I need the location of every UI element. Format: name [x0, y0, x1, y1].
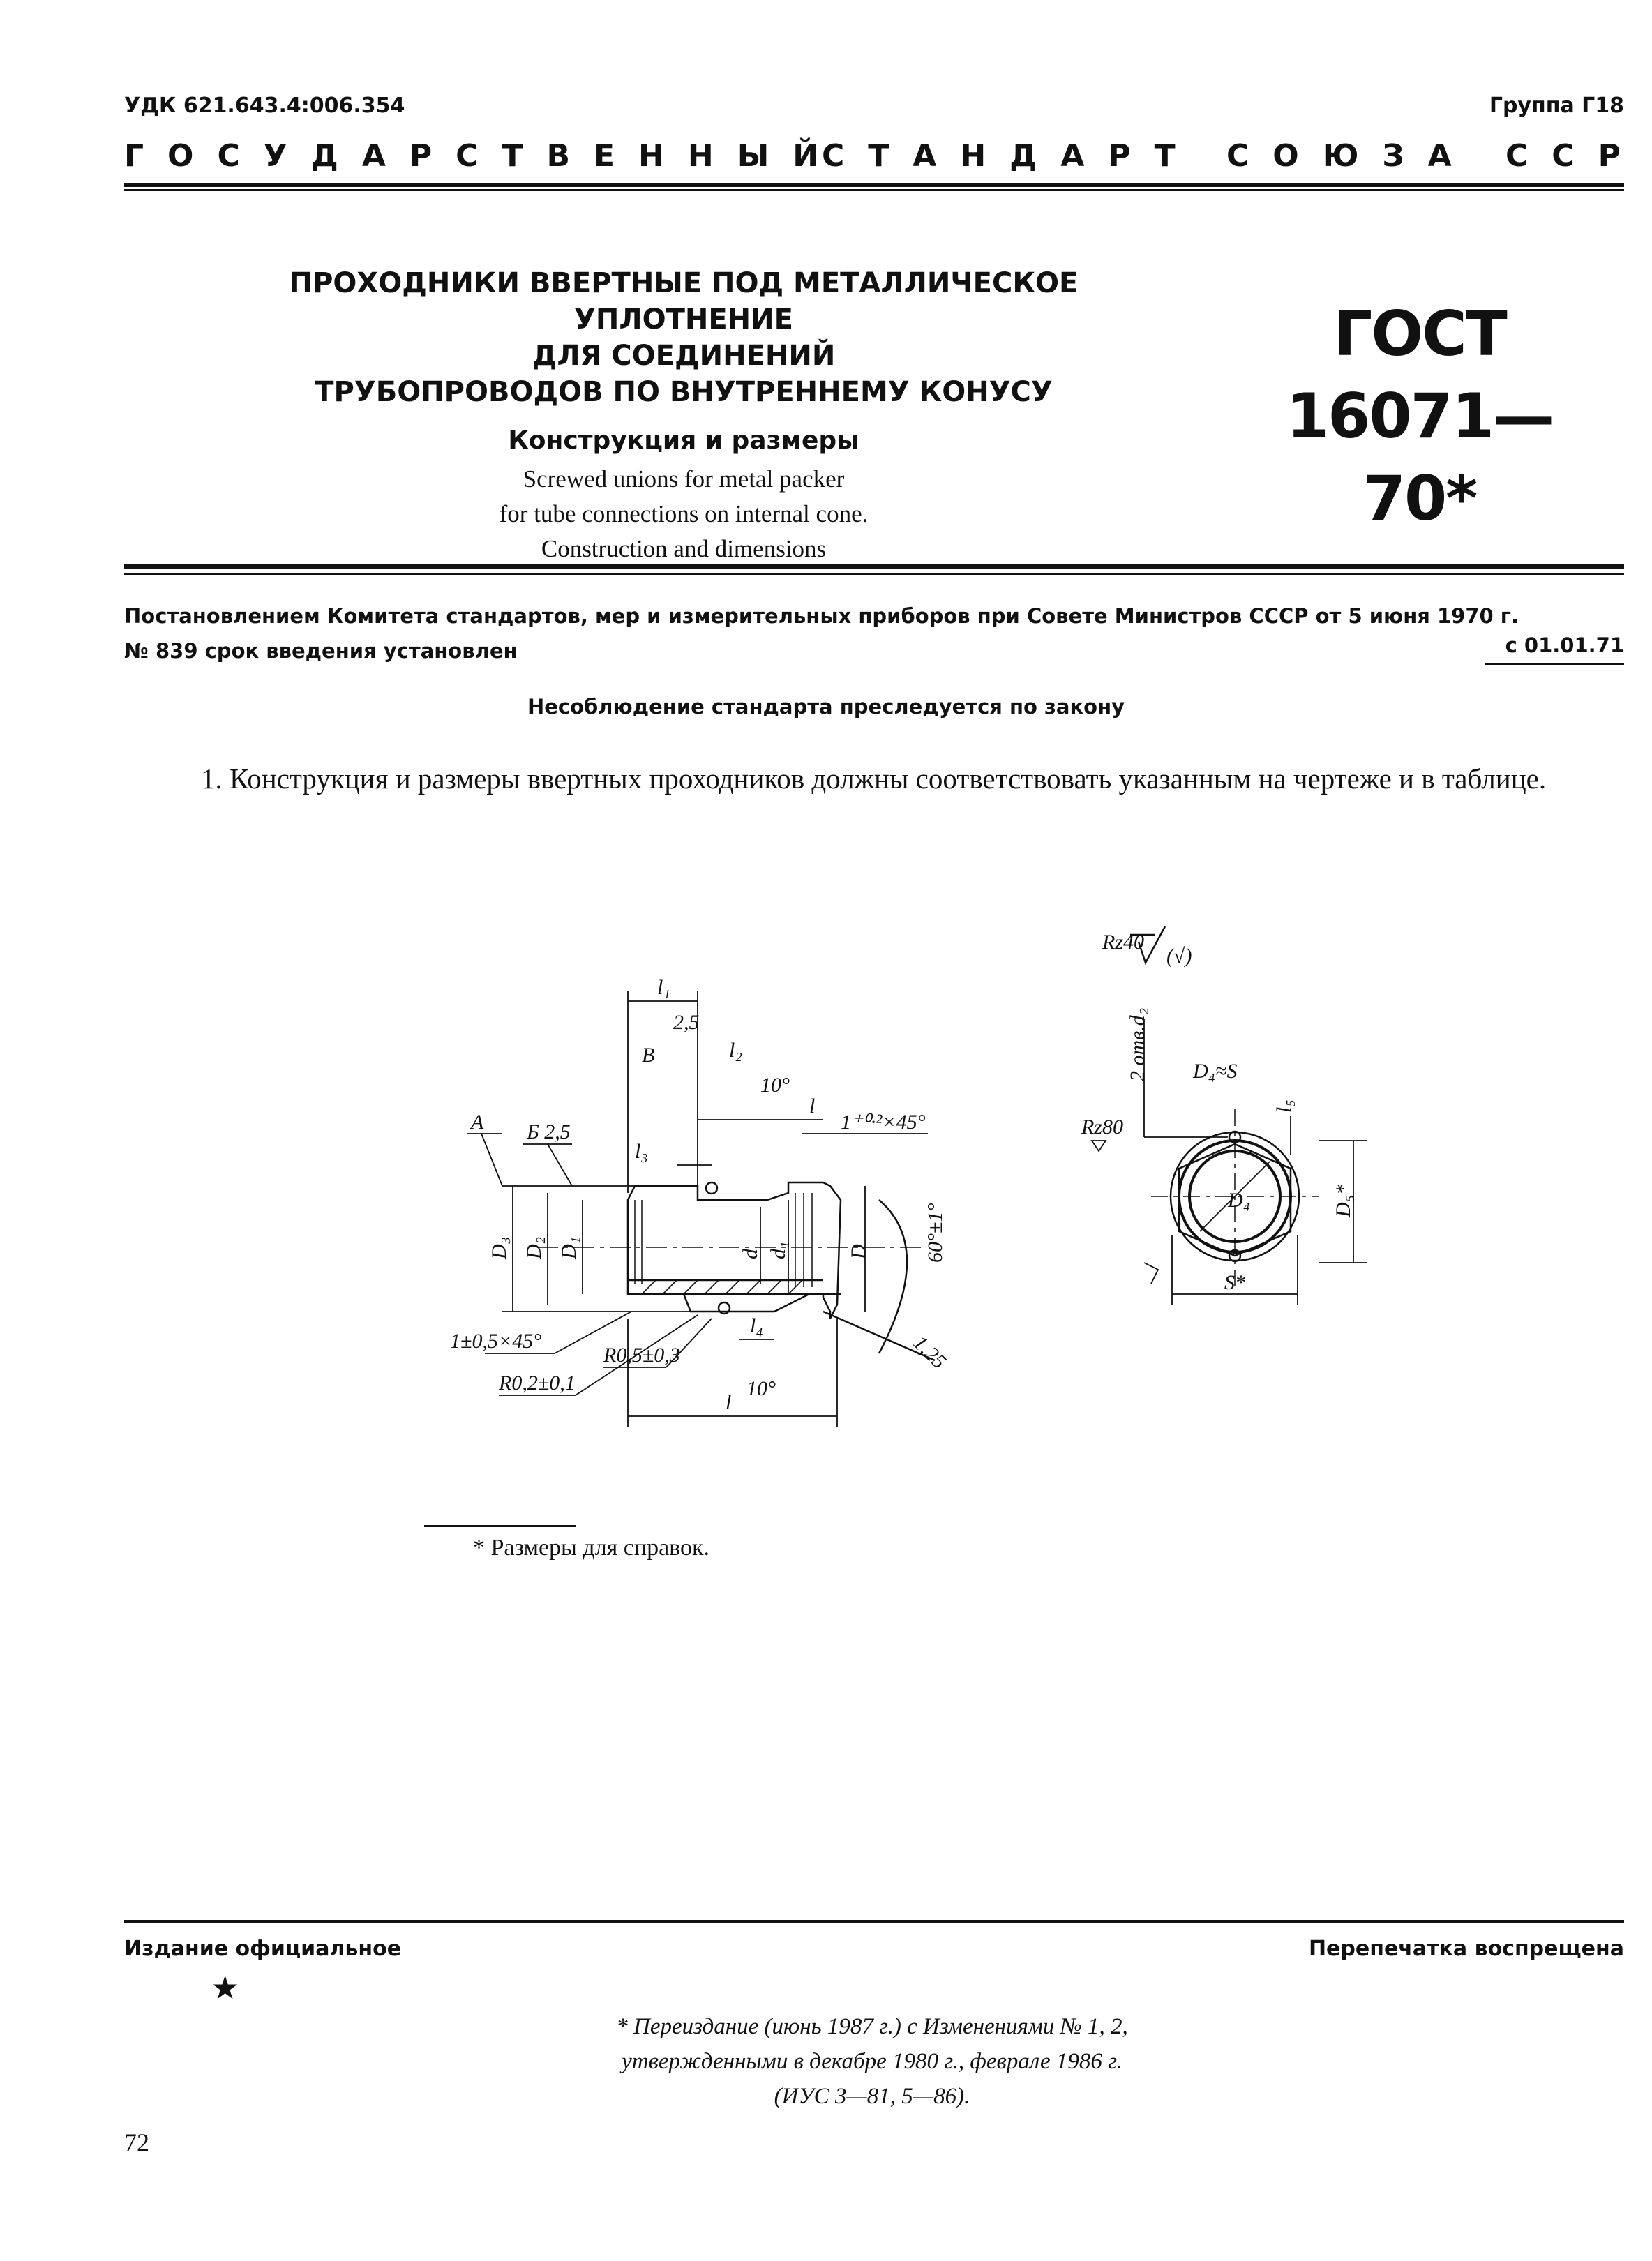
star-icon: ★	[211, 1969, 240, 2006]
header-rule	[124, 183, 1624, 187]
label-rz80: Rz80	[1081, 1116, 1123, 1139]
reprint-notice: Перепечатка воспрещена	[1308, 1937, 1624, 1961]
title-rule	[124, 564, 1624, 569]
label-r05: R0,5±0,3	[603, 1344, 680, 1367]
label-D1: D₁	[557, 1236, 580, 1259]
label-holes: 2 отв.d₂	[1126, 1007, 1149, 1081]
footnote: * Размеры для справок.	[473, 1535, 710, 1561]
banner-word: СОЮЗА	[1226, 138, 1475, 174]
label-s: S*	[1224, 1271, 1245, 1294]
hex-dimensions	[1144, 1019, 1367, 1305]
label-l-bottom: l	[726, 1391, 732, 1414]
republication-line: утвержденными в декабре 1980 г., феврале 1986 г.	[622, 2049, 1122, 2074]
english-title: Screwed unions for metal packer	[523, 465, 845, 493]
label-D: D	[847, 1244, 870, 1259]
label-l2: l₂	[729, 1039, 742, 1062]
title-block	[195, 265, 1172, 562]
roughness-tick-icon	[1144, 1263, 1158, 1284]
leader-a	[481, 1134, 502, 1186]
title-rule	[124, 573, 1624, 575]
leader-b	[548, 1144, 572, 1186]
label-l1: l₁	[657, 976, 670, 999]
label-d4-s: D₄≈S	[1193, 1060, 1238, 1083]
republication-line: (ИУС 3—81, 5—86).	[774, 2084, 970, 2109]
gost-code: 16071—70*	[1286, 380, 1554, 534]
decree-text	[124, 599, 1624, 668]
label-2-5: 2,5	[673, 1011, 700, 1034]
header-rule	[124, 189, 1624, 191]
official-edition: Издание официальное	[124, 1937, 402, 1961]
roughness-mark	[1102, 926, 1192, 968]
banner-word: СТАНДАРТ	[822, 138, 1199, 174]
english-title: Construction and dimensions	[541, 535, 827, 562]
roughness-paren: (√)	[1166, 945, 1192, 968]
label-r02: R0,2±0,1	[499, 1372, 576, 1395]
label-angle-60: 60°±1°	[924, 1203, 947, 1263]
union-outline	[628, 1182, 841, 1319]
union-side-view	[537, 1182, 935, 1360]
technical-drawing	[433, 907, 1355, 1465]
date-underline	[1485, 663, 1624, 665]
label-d: d	[739, 1249, 762, 1259]
label-angle-10-bottom: 10°	[746, 1377, 776, 1400]
dimension-lines	[467, 991, 928, 1427]
label-D2: D₂	[523, 1236, 546, 1259]
footnote-rule	[424, 1525, 576, 1527]
title-line: ДЛЯ СОЕДИНЕНИЙ	[532, 340, 836, 372]
label-l3: l₃	[635, 1140, 648, 1163]
republication-note	[419, 2009, 1326, 2114]
roughness-triangle-icon	[1092, 1141, 1106, 1151]
subtitle: Конструкция и размеры	[508, 426, 859, 455]
udk-code: УДК 621.643.4:006.354	[124, 93, 405, 118]
label-a: А	[471, 1111, 484, 1134]
label-l5: l₅	[1272, 1099, 1296, 1113]
decree-line: № 839 срок введения установлен	[124, 639, 518, 663]
effective-date: с 01.01.71	[1505, 633, 1624, 657]
label-D3: D₃	[488, 1236, 511, 1259]
section-hatch	[642, 1280, 802, 1294]
label-l4: l₄	[750, 1314, 763, 1337]
cone-arc	[879, 1200, 907, 1353]
footer-rule	[124, 1920, 1624, 1923]
label-v: В	[642, 1044, 655, 1067]
roughness-label: Rz40	[1102, 931, 1144, 954]
label-chamfer-bottom: 1±0,5×45°	[450, 1330, 542, 1353]
label-chamfer-top: 1⁺⁰·²×45°	[841, 1111, 926, 1134]
label-angle-10-top: 10°	[760, 1074, 790, 1097]
banner-word: ГОСУДАРСТВЕННЫЙ	[124, 138, 843, 174]
gost-label: ГОСТ	[1333, 298, 1506, 370]
label-d1: d₁	[767, 1241, 790, 1259]
decree-line: Постановлением Комитета стандартов, мер и измерительных приборов при Совете Министров СССР от 5 июня 1970 г.	[124, 604, 1519, 628]
label-1-25: 1,25	[908, 1331, 951, 1374]
thread-lines	[635, 1193, 812, 1287]
page-number: 72	[124, 2128, 149, 2156]
paragraph-1: 1. Конструкция и размеры ввертных проходников должны соответствовать указанным на чертеже и в таблице.	[201, 763, 1547, 795]
label-d5: D₅*	[1332, 1184, 1355, 1217]
title-line: ПРОХОДНИКИ ВВЕРТНЫЕ ПОД МЕТАЛЛИЧЕСКОЕ УПЛОТНЕНИЕ	[289, 267, 1079, 336]
group-code: Группа Г18	[1489, 93, 1624, 118]
noncompliance-notice: Несоблюдение стандарта преследуется по закону	[527, 695, 1125, 719]
standard-banner	[124, 138, 1644, 180]
title-line: ТРУБОПРОВОДОВ ПО ВНУТРЕННЕМУ КОНУСУ	[315, 376, 1053, 408]
banner-word: ССР	[1505, 138, 1644, 174]
republication-line: * Переиздание (июнь 1987 г.) с Изменениями № 1, 2,	[616, 2014, 1128, 2039]
gost-number	[1270, 293, 1570, 540]
label-b: Б 2,5	[527, 1120, 571, 1143]
english-title: for tube connections on internal cone.	[499, 500, 869, 527]
label-l: l	[809, 1095, 816, 1118]
label-d4: D₄	[1228, 1189, 1251, 1212]
groove-circle	[706, 1182, 717, 1194]
